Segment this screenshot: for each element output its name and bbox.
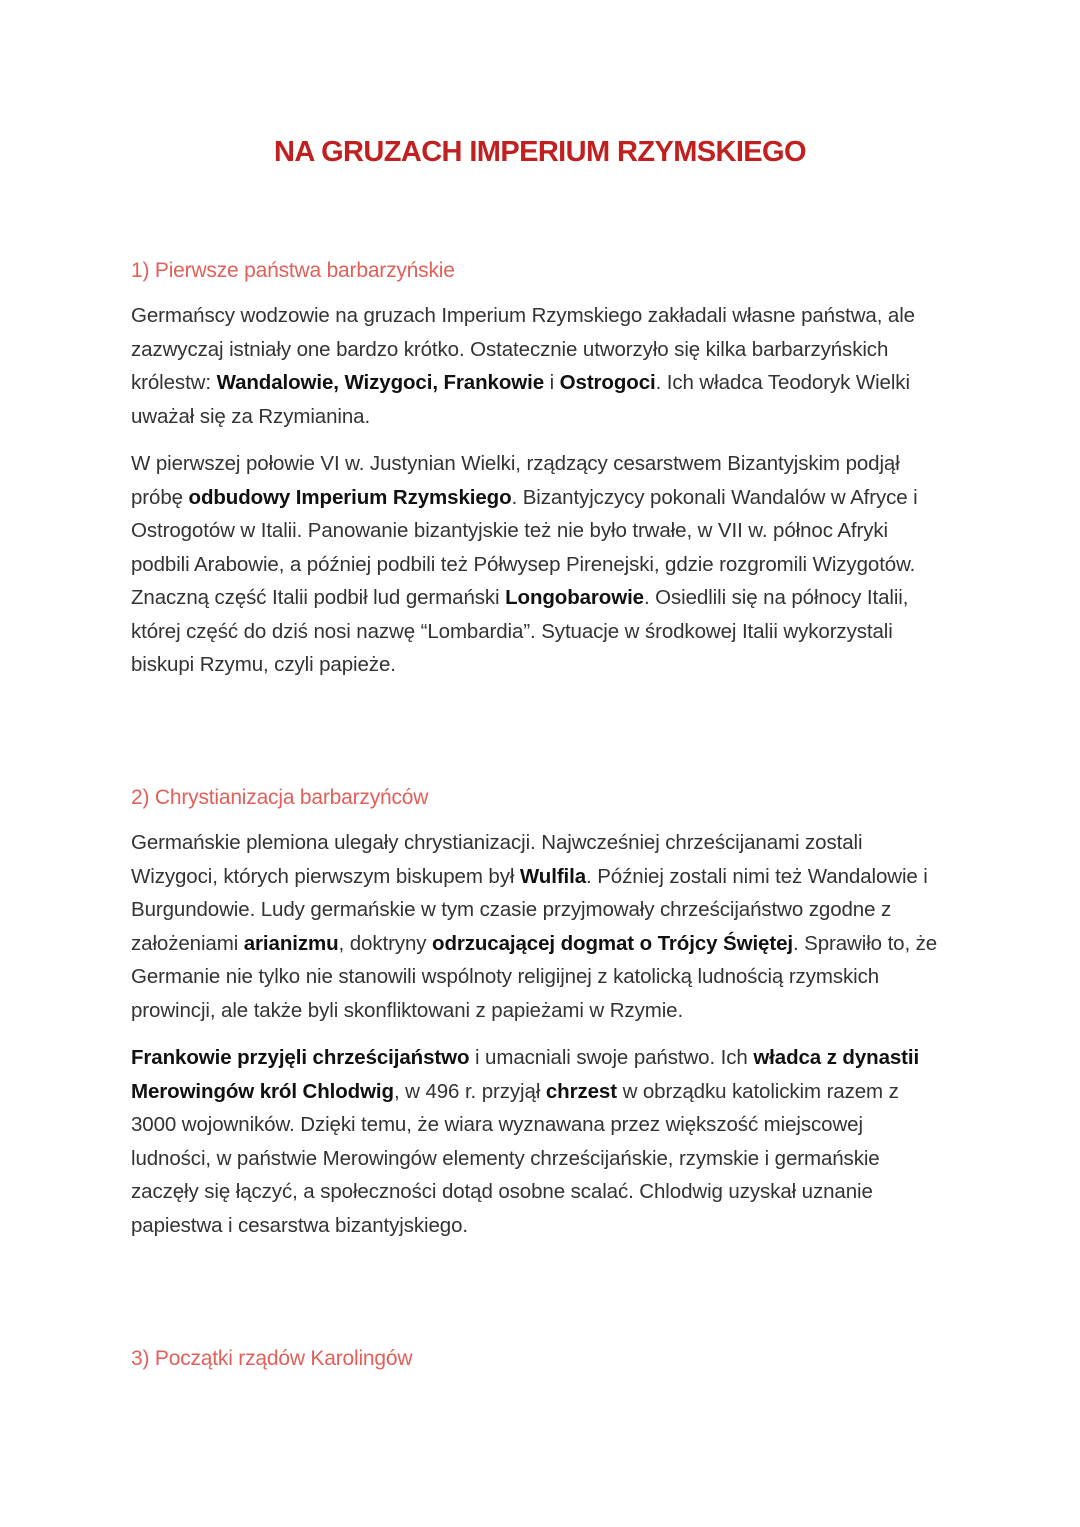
bold-term: arianizmu	[243, 931, 339, 955]
section-heading: 2) Chrystianizacja barbarzyńców	[131, 786, 429, 809]
bold-term: Longobarowie	[505, 586, 644, 609]
text-run: . Ich władca Teodoryk Wielki uważał się za Rzymianina.	[131, 371, 910, 428]
bold-term: odbudowy Imperium Rzymskiego	[188, 485, 512, 509]
text-run: . Bizantyjczycy pokonali Wandalów w Afryce i Ostrogotów w Italii. Panowanie bizantyjskie też nie było trwałe, w VII w. północ Afryki podbili Arabowie, a później podbili też Półwysep Pirenejski, gdzie rozgromili Wizygotów. Znaczną część Italii podbił lud germański	[131, 485, 918, 609]
section-heading: 3) Początki rządów Karolingów	[131, 1347, 413, 1370]
paragraph	[131, 299, 946, 433]
paragraph	[131, 1041, 946, 1242]
text-run: , w 496 r. przyjął	[393, 1079, 546, 1103]
text-run: Germańskie plemiona ulegały chrystianizacji. Najwcześniej chrześcijanami zostali Wizygoci, których pierwszym biskupem był	[131, 831, 863, 888]
paragraph	[131, 447, 946, 682]
bold-term: Frankowie przyjęli chrześcijaństwo	[131, 1046, 470, 1069]
text-run: w obrządku katolickim razem z 3000 wojowników. Dzięki temu, że wiara wyznawana przez większość miejscowej ludności, w państwie Merowingów elementy chrześcijańskie, rzymskie i germańskie zaczęły się łączyć, a społeczności dotąd osobne scalać. Chlodwig uzyskał uznanie papiestwa i cesarstwa bizantyjskiego.	[131, 1079, 899, 1237]
text-run: . Później zostali nimi też Wandalowie i Burgundowie. Ludy germańskie w tym czasie przyjmowały chrześcijaństwo zgodne z założeniami	[131, 864, 928, 955]
section-heading: 1) Pierwsze państwa barbarzyńskie	[131, 259, 455, 282]
page-title: NA GRUZACH IMPERIUM RZYMSKIEGO	[274, 136, 806, 168]
bold-term: odrzucającej dogmat o Trójcy Świętej	[432, 931, 793, 955]
text-run: . Osiedlili się na północy Italii, której część do dziś nosi nazwę “Lombardia”. Sytuacje w środkowej Italii wykorzystali biskupi Rzymu, czyli papieże.	[131, 586, 909, 676]
text-run: i	[544, 371, 560, 394]
section-1	[131, 257, 946, 696]
text-run: i umacniali swoje państwo. Ich	[469, 1046, 754, 1069]
text-run: Germańscy wodzowie na gruzach Imperium Rzymskiego zakładali własne państwa, ale zazwyczaj istniały one bardzo krótko. Ostatecznie utworzyło się kilka barbarzyńskich królestw:	[131, 304, 915, 394]
bold-term: chrzest	[545, 1079, 617, 1103]
text-run: , doktryny	[338, 931, 433, 955]
text-run: W pierwszej połowie VI w. Justynian Wielki, rządzący cesarstwem Bizantyjskim podjął próbę	[131, 452, 900, 509]
bold-term: Wandalowie, Wizygoci, Frankowie	[216, 371, 545, 394]
section-2	[131, 784, 946, 1256]
bold-term: Ostrogoci	[559, 371, 656, 394]
bold-term: władca z dynastii Merowingów król Chlodwig	[131, 1046, 920, 1103]
section-3	[131, 1345, 946, 1387]
paragraph	[131, 826, 946, 1027]
bold-term: Wulfila	[519, 864, 587, 888]
text-run: . Sprawiło to, że Germanie nie tylko nie stanowili wspólnoty religijnej z katolicką ludnością rzymskich prowincji, ale także byli skonfliktowani z papieżami w Rzymie.	[131, 931, 938, 1022]
